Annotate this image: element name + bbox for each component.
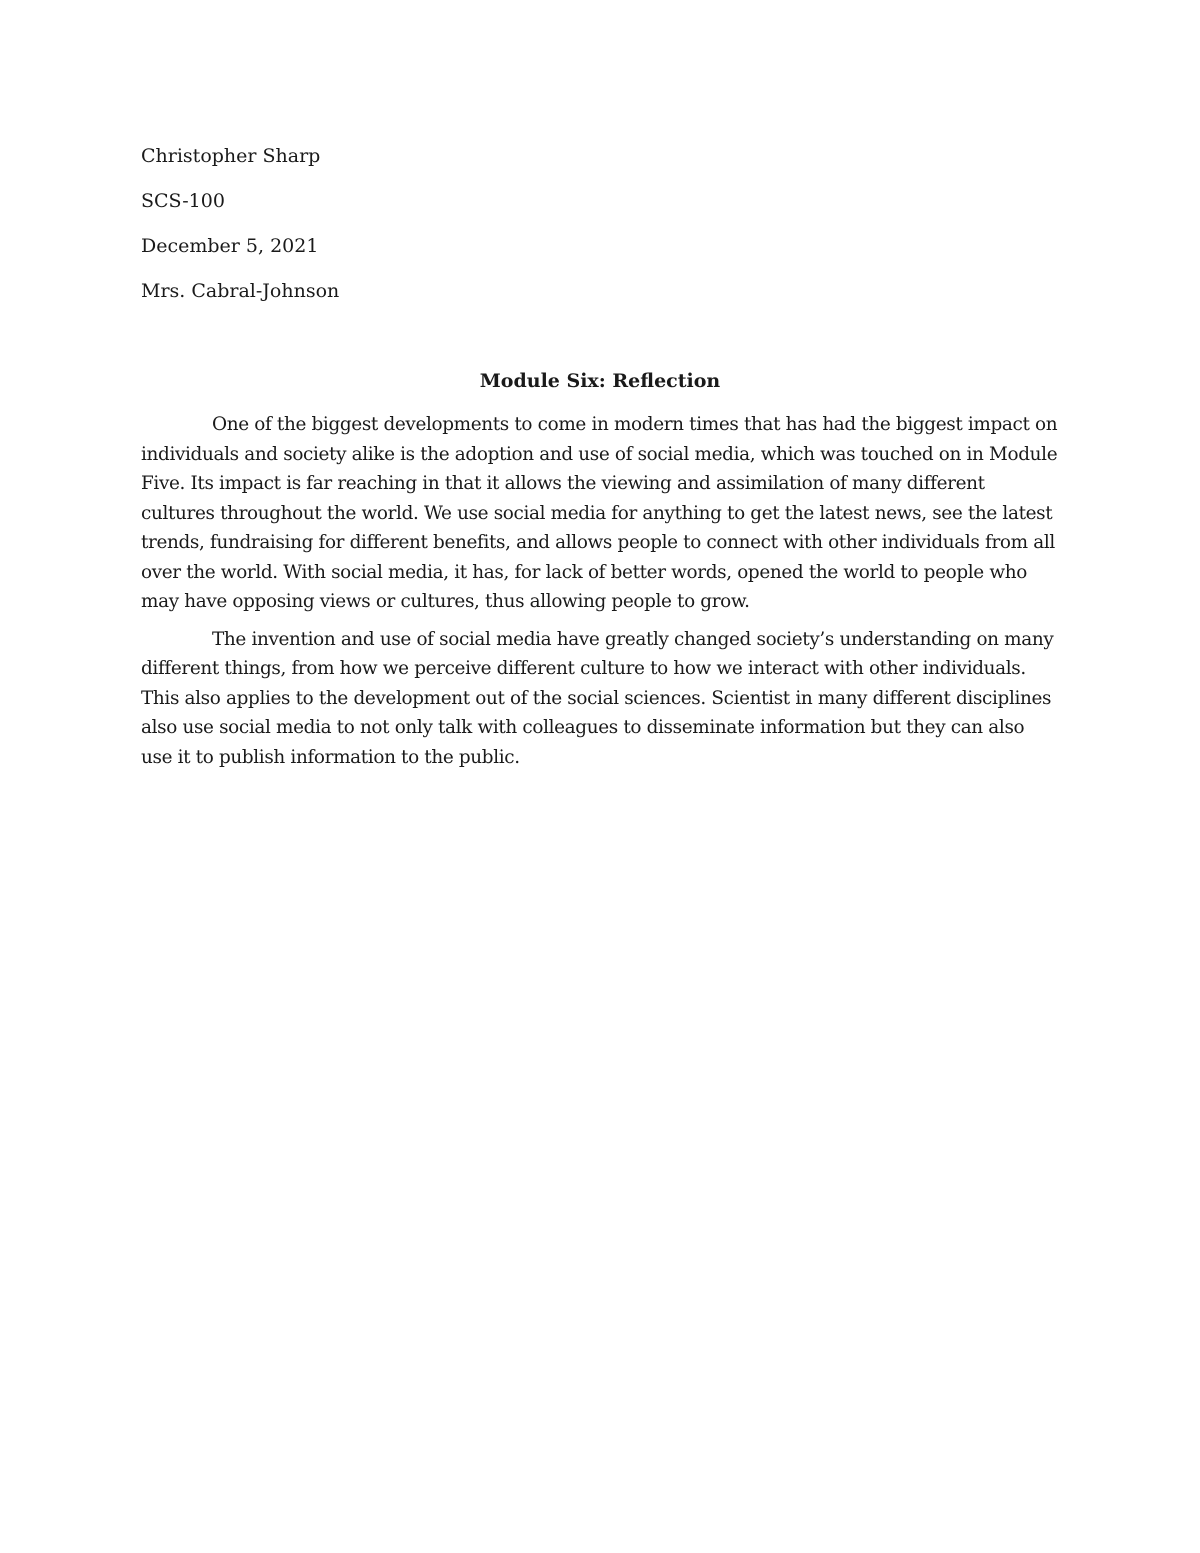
instructor-name: Mrs. Cabral-Johnson — [141, 280, 340, 302]
course-code: SCS-100 — [141, 190, 225, 212]
author-name: Christopher Sharp — [141, 145, 321, 167]
mla-heading — [141, 141, 1061, 321]
paragraph-1: One of the biggest developments to come in modern times that has had the biggest impact on individuals and society alike is the adoption and use of social media, which was touched on in Module Five. Its impact is far reaching in that it allows the viewing and assimilation of many different cultures throughout the world. We use social media for anything to get the latest news, see the latest trends, fundraising for different benefits, and allows people to connect with other individuals from all over the world. With social media, it has, for lack of better words, opened the world to people who may have opposing views or cultures, thus allowing people to grow. — [141, 414, 1058, 612]
document-title: Module Six: Reflection — [479, 370, 721, 392]
document-body — [141, 410, 1059, 780]
paragraph-2: The invention and use of social media have greatly changed society’s understanding on many different things, from how we perceive different culture to how we interact with other individuals. This also applies to the development out of the social sciences. Scientist in many different disciplines also use social media to not only talk with colleagues to disseminate information but they can also use it to publish information to the public. — [141, 628, 1054, 768]
submission-date: December 5, 2021 — [141, 235, 319, 257]
